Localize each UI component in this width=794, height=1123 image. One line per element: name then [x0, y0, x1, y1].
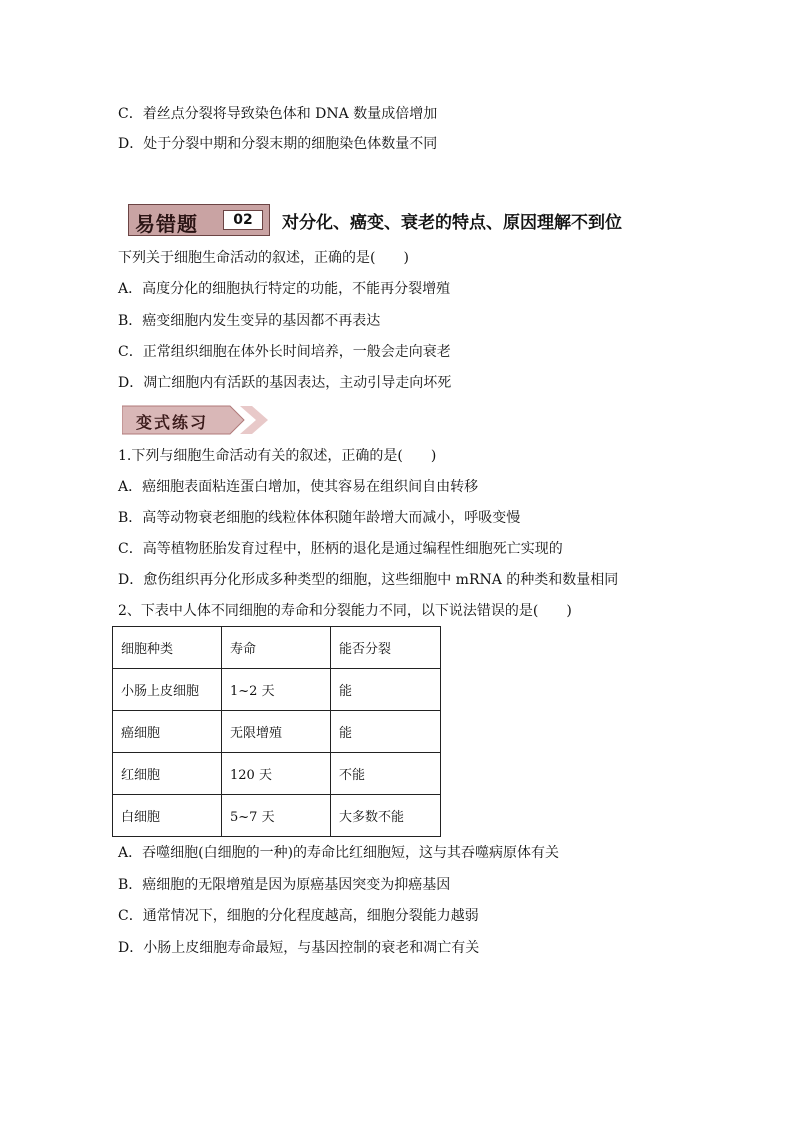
- q2-option-d: D．小肠上皮细胞寿命最短，与基因控制的衰老和凋亡有关: [118, 940, 480, 956]
- table-row: [113, 711, 441, 753]
- prev-option-d: D．处于分裂中期和分裂末期的细胞染色体数量不同: [118, 136, 438, 152]
- q1-option-d: D．愈伤组织再分化形成多种类型的细胞，这些细胞中 mRNA 的种类和数量相同: [118, 572, 619, 588]
- example-option-a: A．高度分化的细胞执行特定的功能，不能再分裂增殖: [118, 281, 451, 297]
- table-cell: 5~7 天: [222, 795, 331, 837]
- practice-badge: [122, 405, 272, 435]
- table-header-cell: 细胞种类: [113, 627, 222, 669]
- example-option-c: C．正常组织细胞在体外长时间培养，一般会走向衰老: [118, 344, 451, 360]
- example-option-d: D．凋亡细胞内有活跃的基因表达，主动引导走向坏死: [118, 375, 452, 391]
- example-question: 下列关于细胞生命活动的叙述，正确的是( ): [118, 250, 409, 266]
- q1-option-c: C．高等植物胚胎发育过程中，胚柄的退化是通过编程性细胞死亡实现的: [118, 541, 563, 557]
- section-heading: 对分化、癌变、衰老的特点、原因理解不到位: [282, 213, 622, 233]
- table-cell: 能: [331, 669, 441, 711]
- table-cell: 120 天: [222, 753, 331, 795]
- table-row: [113, 795, 441, 837]
- table-cell: 能: [331, 711, 441, 753]
- table-row: [113, 753, 441, 795]
- table-cell: 白细胞: [113, 795, 222, 837]
- table-row: [113, 669, 441, 711]
- q1-option-a: A．癌细胞表面粘连蛋白增加，使其容易在组织间自由转移: [118, 479, 479, 495]
- q2-option-c: C．通常情况下，细胞的分化程度越高，细胞分裂能力越弱: [118, 908, 479, 924]
- table-cell: 红细胞: [113, 753, 222, 795]
- table-cell: 癌细胞: [113, 711, 222, 753]
- table-cell: 不能: [331, 753, 441, 795]
- example-option-b: B．癌变细胞内发生变异的基因都不再表达: [118, 313, 381, 329]
- section-banner: [128, 204, 270, 236]
- practice-label: 变式练习: [136, 413, 209, 432]
- q1-question: 1.下列与细胞生命活动有关的叙述，正确的是( ): [118, 448, 437, 464]
- table-cell: 大多数不能: [331, 795, 441, 837]
- table-header-cell: 寿命: [222, 627, 331, 669]
- banner-number: 02: [223, 210, 263, 230]
- q2-option-b: B．癌细胞的无限增殖是因为原癌基因突变为抑癌基因: [118, 877, 451, 893]
- table-header-row: [113, 627, 441, 669]
- prev-option-c: C．着丝点分裂将导致染色体和 DNA 数量成倍增加: [118, 106, 438, 122]
- table-cell: 1~2 天: [222, 669, 331, 711]
- cell-lifespan-table: [112, 626, 441, 837]
- q2-option-a: A．吞噬细胞(白细胞的一种)的寿命比红细胞短，这与其吞噬病原体有关: [118, 845, 560, 861]
- banner-title: 易错题: [135, 212, 198, 236]
- table-cell: 小肠上皮细胞: [113, 669, 222, 711]
- q2-question: 2、下表中人体不同细胞的寿命和分裂能力不同，以下说法错误的是( ): [118, 603, 572, 619]
- q1-option-b: B．高等动物衰老细胞的线粒体体积随年龄增大而减小，呼吸变慢: [118, 510, 521, 526]
- table-cell: 无限增殖: [222, 711, 331, 753]
- table-header-cell: 能否分裂: [331, 627, 441, 669]
